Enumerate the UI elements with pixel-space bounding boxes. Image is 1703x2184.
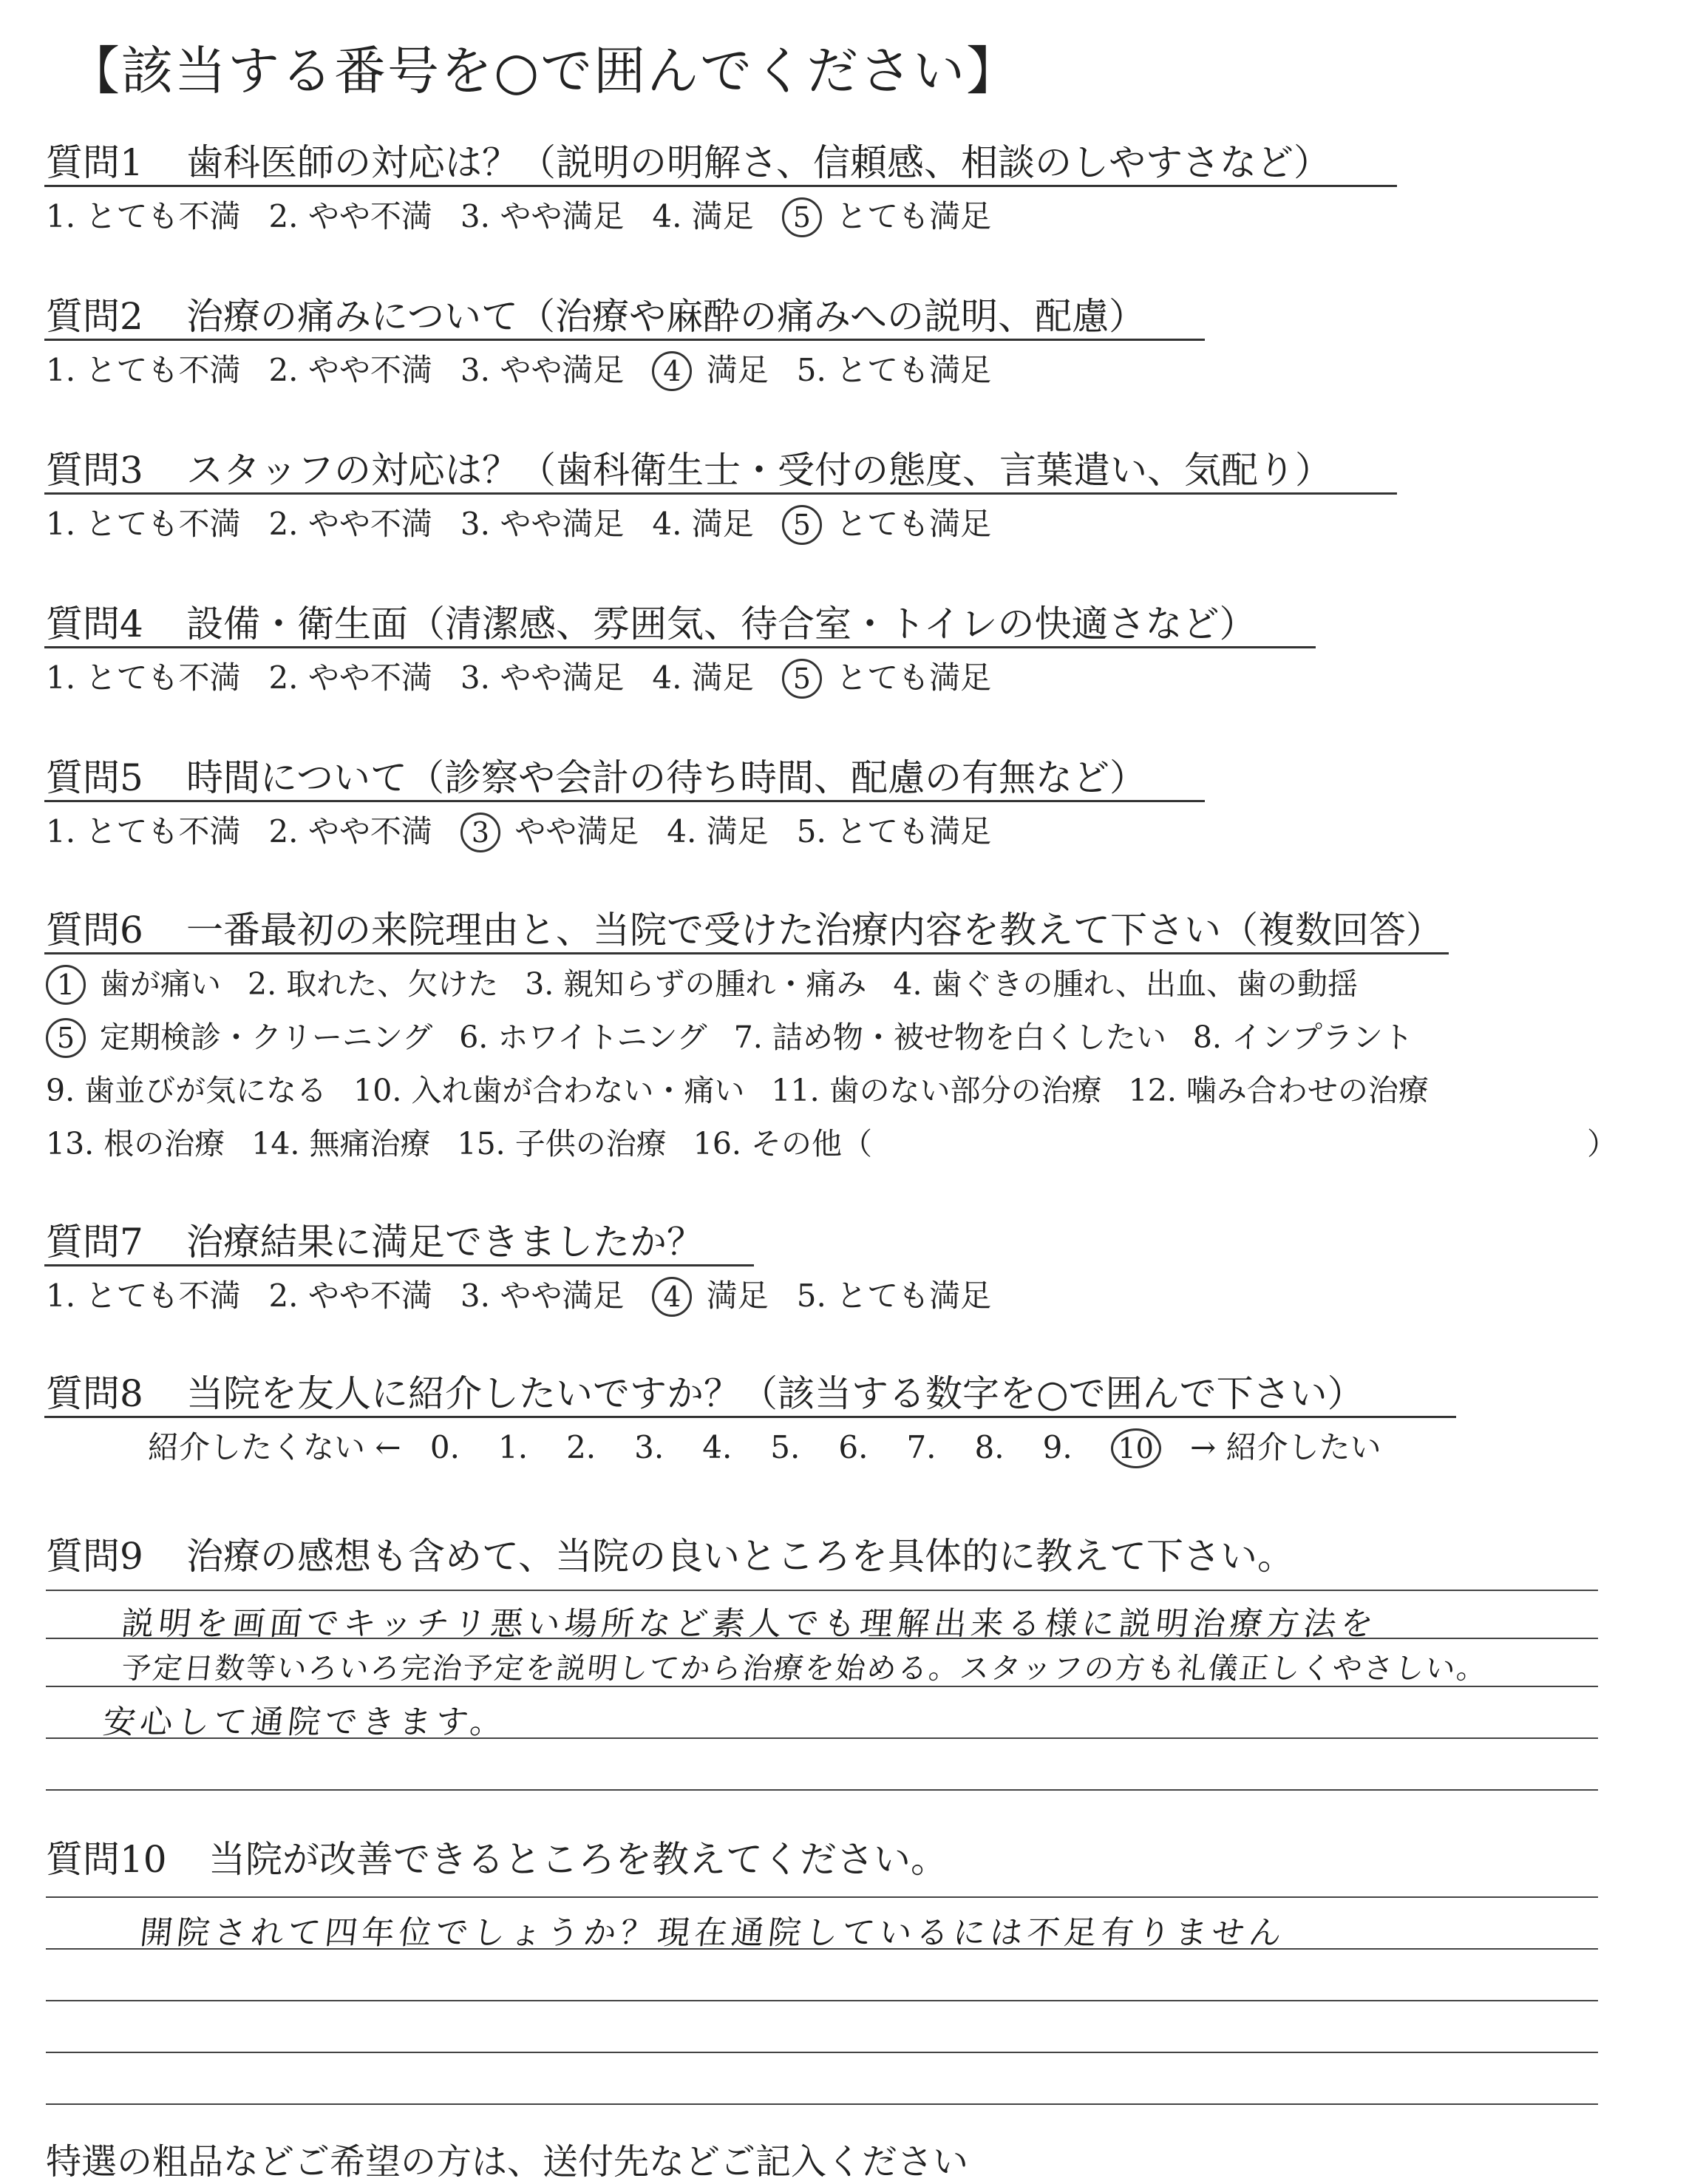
footer-note: 特選の粗品などご希望の方は、送付先などご記入ください xyxy=(46,2141,969,2183)
scale-value: 4. xyxy=(702,1429,732,1465)
question-10 xyxy=(46,1830,948,1883)
option-label: とても満足 xyxy=(836,813,992,849)
scale-option xyxy=(268,654,432,698)
option-number: 8. xyxy=(1192,1020,1231,1055)
option-label: 歯のない部分の治療 xyxy=(829,1073,1102,1108)
option-number: 1. xyxy=(46,1278,86,1314)
scale-option xyxy=(652,654,753,698)
option-number: 3. xyxy=(460,198,500,234)
selected-circle: 5 xyxy=(46,1018,86,1058)
q9-answer-line-3: 安心して通院できます。 xyxy=(101,1703,509,1741)
scale-option xyxy=(797,807,991,852)
q10-answer-line-1: 開院されて四年位でしょうか？現在通院しているには不足有りません xyxy=(137,1914,1288,1952)
question-number: 質問5 xyxy=(46,756,143,799)
option-number: 4. xyxy=(652,506,692,542)
option-label: ホワイトニング xyxy=(497,1020,707,1055)
q6-option xyxy=(1193,1013,1413,1057)
option-number: 2. xyxy=(268,506,308,542)
scale-value: 8. xyxy=(974,1429,1005,1465)
answer-line xyxy=(46,1590,1598,1591)
scale-option xyxy=(460,500,624,544)
option-label: 歯が痛い xyxy=(90,966,222,1002)
question-text: 当院が改善できるところを教えてください。 xyxy=(208,1838,948,1881)
option-label: やや満足 xyxy=(500,1278,625,1314)
scale-value: 5. xyxy=(770,1429,800,1465)
option-label: 満足 xyxy=(706,813,769,849)
option-label: とても満足 xyxy=(826,198,992,234)
scale-option xyxy=(652,500,753,544)
scale-option xyxy=(652,192,753,237)
scale-option xyxy=(782,654,991,699)
option-number: 1. xyxy=(46,352,86,388)
question-2 xyxy=(46,287,1146,340)
option-label: とても不満 xyxy=(85,198,241,234)
question-text: 歯科医師の対応は？（説明の明解さ、信頼感、相談のしやすさなど） xyxy=(186,141,1330,184)
question-number: 質問9 xyxy=(46,1535,143,1578)
scale-option xyxy=(460,1272,624,1316)
answer-line xyxy=(46,2052,1598,2053)
scale-option xyxy=(782,500,991,545)
scale-option xyxy=(460,346,624,390)
option-label: やや不満 xyxy=(307,813,432,849)
scale-option xyxy=(782,192,991,237)
option-number: 4. xyxy=(652,198,692,234)
question-number: 質問10 xyxy=(46,1838,167,1881)
option-number: 2. xyxy=(268,813,308,849)
q6-option xyxy=(248,960,498,1003)
question-underline xyxy=(44,1416,1456,1418)
question-text: スタッフの対応は？（歯科衛生士・受付の態度、言葉遣い、気配り） xyxy=(186,449,1332,492)
option-label: とても満足 xyxy=(826,659,992,696)
q6-option xyxy=(1129,1066,1429,1110)
option-number: 3. xyxy=(460,659,500,696)
option-label: 満足 xyxy=(691,198,754,234)
scale-value: 2. xyxy=(566,1429,596,1465)
option-number: 1. xyxy=(46,659,86,696)
question-number: 質問8 xyxy=(46,1372,143,1415)
scale-option xyxy=(797,1272,991,1316)
question-underline xyxy=(44,800,1205,802)
question-text: 治療結果に満足できましたか？ xyxy=(186,1221,704,1264)
selected-circle: 5 xyxy=(782,659,822,699)
option-label: 無痛治療 xyxy=(309,1126,431,1161)
q6-option xyxy=(46,1066,327,1110)
q6-option-row xyxy=(46,1119,1617,1163)
answer-line xyxy=(46,2000,1598,2001)
q9-answer-line-1: 説明を画面でキッチリ悪い場所など素人でも理解出来る様に説明治療方法を xyxy=(119,1605,1380,1643)
question-underline xyxy=(44,339,1205,341)
option-number: 4. xyxy=(667,813,707,849)
scale-value: 6. xyxy=(838,1429,869,1465)
option-number: 2. xyxy=(268,1278,308,1314)
scale-option xyxy=(268,1272,432,1316)
selected-circle: 4 xyxy=(652,351,692,391)
option-label: とても不満 xyxy=(85,813,241,849)
option-label: インプラント xyxy=(1231,1020,1413,1055)
option-number: 3. xyxy=(460,1278,500,1314)
option-label: やや不満 xyxy=(307,659,432,696)
option-label: やや満足 xyxy=(504,813,639,849)
selected-circle: 3 xyxy=(460,813,500,852)
q6-option-row xyxy=(46,960,1384,1005)
selected-circle: 4 xyxy=(652,1277,692,1317)
scale-option xyxy=(46,500,240,544)
question-3 xyxy=(46,441,1332,494)
scale-value: 1. xyxy=(497,1429,528,1465)
question-text: 治療の痛みについて（治療や麻酔の痛みへの説明、配慮） xyxy=(186,295,1146,338)
question-1 xyxy=(46,133,1330,186)
scale-option xyxy=(652,1272,768,1317)
option-label: 親知らずの腫れ・痛み xyxy=(563,966,867,1002)
option-number: 9. xyxy=(46,1073,85,1108)
scale-option xyxy=(268,500,432,544)
selected-circle: 10 xyxy=(1111,1428,1161,1468)
option-label: 満足 xyxy=(691,659,754,696)
q6-option xyxy=(459,1013,707,1057)
question-number: 質問3 xyxy=(46,449,143,492)
page-title: 【該当する番号を○で囲んでください】 xyxy=(68,41,1020,101)
question-options xyxy=(46,192,1019,237)
option-number: 1. xyxy=(46,813,86,849)
option-label: とても不満 xyxy=(85,1278,241,1314)
option-label: やや不満 xyxy=(307,506,432,542)
q6-option xyxy=(693,1119,872,1163)
question-text: 治療の感想も含めて、当院の良いところを具体的に教えて下さい。 xyxy=(186,1535,1294,1578)
q6-option xyxy=(893,960,1358,1003)
question-underline xyxy=(44,952,1449,954)
scale-option xyxy=(652,346,768,391)
scale-option xyxy=(46,807,240,852)
option-number: 16. xyxy=(693,1126,751,1161)
question-options xyxy=(46,654,1019,699)
option-label: 根の治療 xyxy=(103,1126,225,1161)
question-text: 設備・衛生面（清潔感、雰囲気、待合室・トイレの快適さなど） xyxy=(186,603,1257,645)
option-number: 12. xyxy=(1128,1073,1186,1108)
question-options xyxy=(46,500,1019,545)
option-label: 詰め物・被せ物を白くしたい xyxy=(772,1020,1166,1055)
question-underline xyxy=(44,185,1397,187)
question-4 xyxy=(46,594,1257,648)
question-options xyxy=(46,807,1019,852)
q7-options xyxy=(46,1272,1019,1317)
scale-option xyxy=(46,654,240,698)
option-label: 歯ぐきの腫れ、出血、歯の動揺 xyxy=(931,966,1358,1002)
option-number: 7. xyxy=(733,1020,772,1055)
scale-right-label: → 紹介したい xyxy=(1190,1429,1381,1465)
q6-option xyxy=(458,1119,667,1163)
question-underline xyxy=(44,492,1397,495)
question-5 xyxy=(46,748,1146,801)
option-number: 3. xyxy=(460,352,500,388)
question-text: 当院を友人に紹介したいですか？（該当する数字を○で囲んで下さい） xyxy=(186,1372,1364,1415)
question-underline xyxy=(44,1264,754,1266)
option-label: やや不満 xyxy=(307,1278,432,1314)
question-number: 質問1 xyxy=(46,141,143,184)
scale-left-label: 紹介したくない ← xyxy=(148,1429,401,1465)
q6-option xyxy=(353,1066,744,1110)
option-number: 5. xyxy=(796,813,837,849)
selected-circle: 5 xyxy=(782,505,822,545)
option-label: 満足 xyxy=(696,1278,769,1314)
question-number: 質問6 xyxy=(46,909,143,952)
scale-value: 9. xyxy=(1042,1429,1073,1465)
other-close-paren: ） xyxy=(1587,1126,1617,1161)
question-text: 時間について（診察や会計の待ち時間、配慮の有無など） xyxy=(186,756,1146,799)
option-number: 2. xyxy=(268,659,308,696)
scale-option xyxy=(797,346,991,390)
option-number: 1. xyxy=(46,506,86,542)
question-text: 一番最初の来院理由と、当院で受けた治療内容を教えて下さい（複数回答） xyxy=(186,909,1443,952)
option-label: やや満足 xyxy=(500,659,625,696)
question-6 xyxy=(46,901,1443,954)
selected-circle: 5 xyxy=(782,197,822,237)
selected-circle: 1 xyxy=(46,965,86,1005)
option-label: 入れ歯が合わない・痛い xyxy=(411,1073,745,1108)
option-number: 5. xyxy=(796,1278,837,1314)
option-label: やや不満 xyxy=(307,352,432,388)
option-label: やや満足 xyxy=(500,506,625,542)
option-label: とても満足 xyxy=(836,352,992,388)
answer-line xyxy=(46,2103,1598,2105)
scale-option xyxy=(268,807,432,852)
option-label: 満足 xyxy=(696,352,769,388)
option-label: とても不満 xyxy=(85,352,241,388)
q6-option-row xyxy=(46,1066,1455,1110)
scale-option xyxy=(667,807,768,852)
option-label: 子供の治療 xyxy=(514,1126,667,1161)
q6-option xyxy=(525,960,866,1003)
question-8 xyxy=(46,1364,1364,1417)
option-number: 6. xyxy=(459,1020,498,1055)
q6-option xyxy=(46,1013,432,1058)
option-number: 5. xyxy=(796,352,837,388)
scale-option xyxy=(268,346,432,390)
option-number: 2. xyxy=(248,966,287,1002)
option-label: 定期検診・クリーニング xyxy=(90,1020,433,1055)
scale-option xyxy=(460,807,639,852)
scale-option xyxy=(46,1272,240,1316)
answer-line xyxy=(46,1789,1598,1791)
option-label: とても満足 xyxy=(836,1278,992,1314)
option-number: 4. xyxy=(652,659,692,696)
option-number: 14. xyxy=(251,1126,310,1161)
option-number: 3. xyxy=(460,506,500,542)
option-number: 1. xyxy=(46,198,86,234)
scale-option xyxy=(460,654,624,698)
question-7 xyxy=(46,1213,704,1266)
option-label: やや満足 xyxy=(500,352,625,388)
option-label: 取れた、欠けた xyxy=(286,966,499,1002)
option-label: 歯並びが気になる xyxy=(84,1073,327,1108)
option-number: 13. xyxy=(46,1126,104,1161)
option-label: とても不満 xyxy=(85,506,241,542)
q6-option xyxy=(251,1119,430,1163)
option-label: 噛み合わせの治療 xyxy=(1186,1073,1429,1108)
scale-option xyxy=(268,192,432,237)
option-number: 10. xyxy=(353,1073,412,1108)
scale-option xyxy=(460,192,624,237)
option-number: 11. xyxy=(771,1073,829,1108)
question-number: 質問4 xyxy=(46,603,143,645)
scale-value: 3. xyxy=(634,1429,664,1465)
option-label: やや満足 xyxy=(500,198,625,234)
option-label: とても満足 xyxy=(826,506,992,542)
question-options xyxy=(46,346,1019,391)
option-number: 2. xyxy=(268,352,308,388)
scale-option xyxy=(46,192,240,237)
q6-option xyxy=(771,1066,1101,1110)
q6-option xyxy=(46,1119,225,1163)
q9-answer-line-2: 予定日数等いろいろ完治予定を説明してから治療を始める。スタッフの方も礼儀正しくやさしい。 xyxy=(120,1652,1490,1686)
option-number: 15. xyxy=(457,1126,515,1161)
question-number: 質問2 xyxy=(46,295,143,338)
answer-line xyxy=(46,1896,1598,1898)
option-label: その他（ xyxy=(751,1126,872,1161)
scale-value: 7. xyxy=(906,1429,937,1465)
option-number: 4. xyxy=(893,966,932,1002)
option-number: 2. xyxy=(268,198,308,234)
q6-option xyxy=(46,960,221,1005)
option-label: やや不満 xyxy=(307,198,432,234)
scale-value: 0. xyxy=(429,1429,460,1465)
q8-scale xyxy=(148,1423,1381,1468)
question-9 xyxy=(46,1527,1294,1580)
question-number: 質問7 xyxy=(46,1221,143,1264)
q6-option-row xyxy=(46,1013,1440,1058)
scale-option xyxy=(46,346,240,390)
option-label: とても不満 xyxy=(85,659,241,696)
option-label: 満足 xyxy=(691,506,754,542)
option-number: 3. xyxy=(525,966,564,1002)
scale-values xyxy=(411,1429,1180,1465)
question-underline xyxy=(44,646,1316,648)
q6-option xyxy=(734,1013,1166,1057)
